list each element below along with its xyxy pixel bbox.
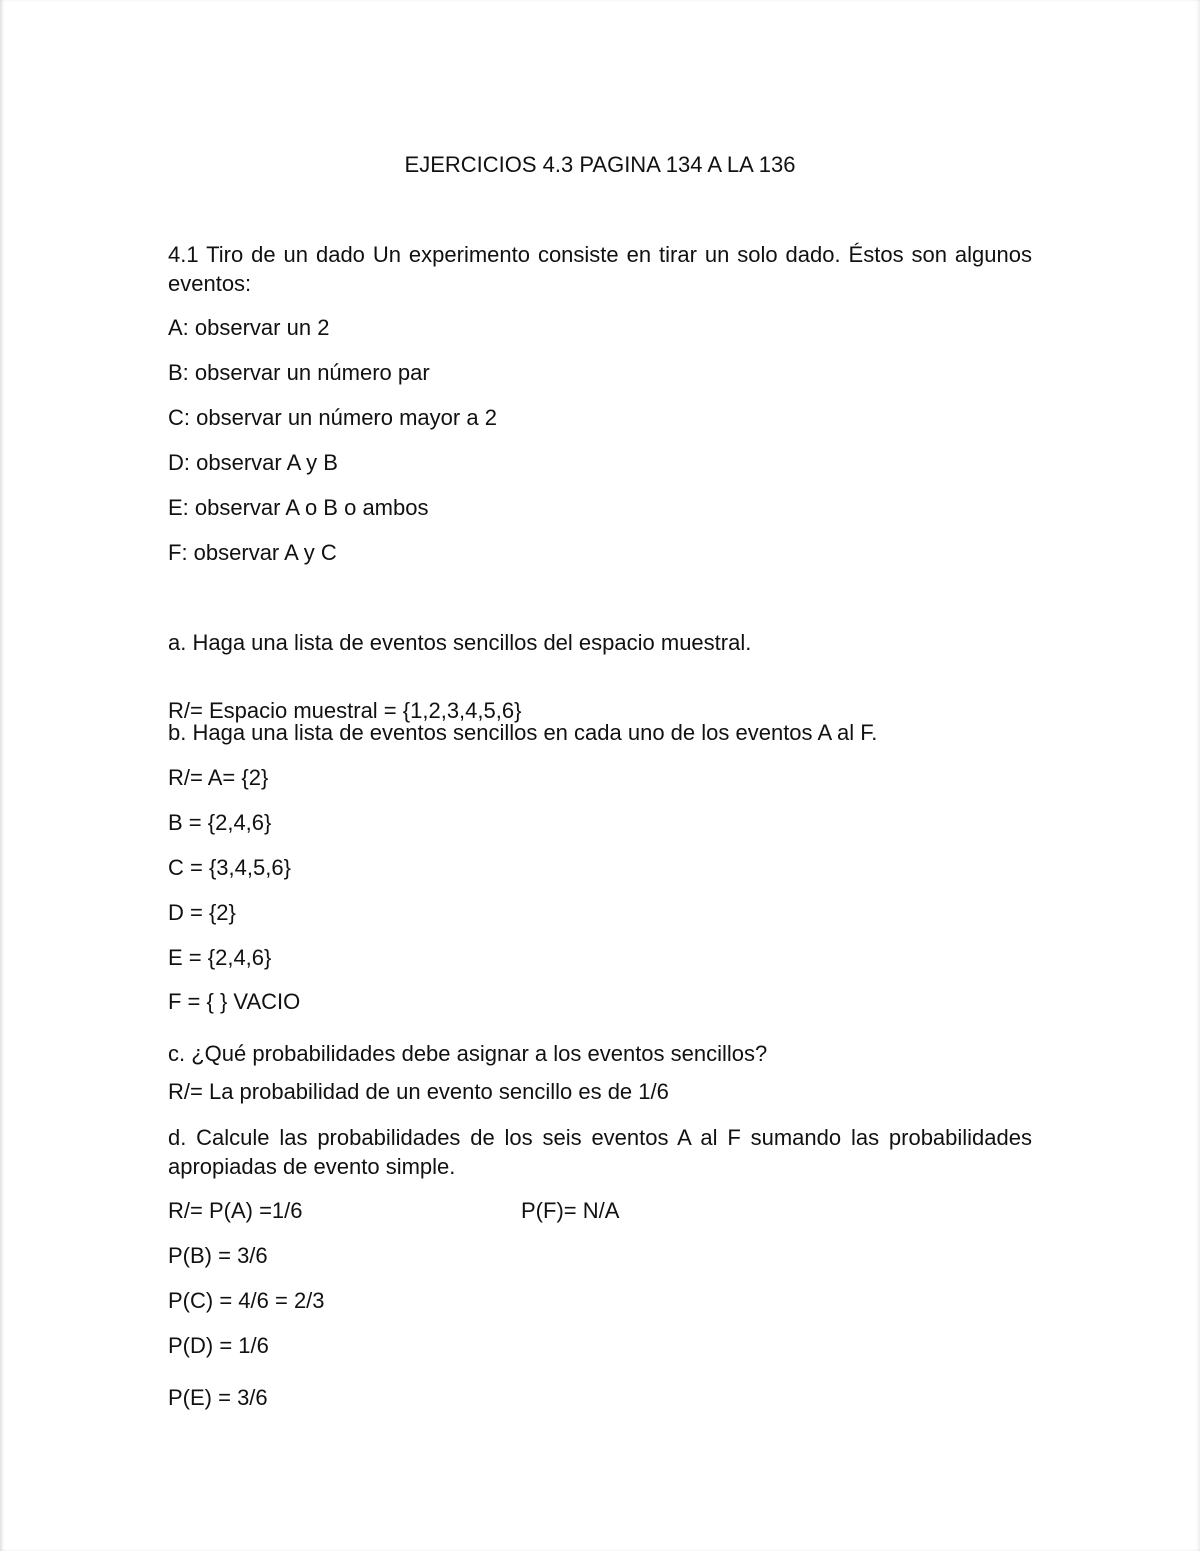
document-title: EJERCICIOS 4.3 PAGINA 134 A LA 136 xyxy=(404,152,796,177)
answer-b-d: D = {2} xyxy=(168,900,236,925)
answer-d-c: P(C) = 4/6 = 2/3 xyxy=(168,1288,325,1313)
question-a: a. Haga una lista de eventos sencillos del espacio muestral. xyxy=(168,630,752,655)
answer-b-e: E = {2,4,6} xyxy=(168,945,272,970)
answer-b-b: B = {2,4,6} xyxy=(168,810,272,835)
question-d: d. Calcule las probabilidades de los seis eventos A al F sumando las probabilidades apropiadas de evento simple. xyxy=(168,1125,1032,1179)
answer-d-e: P(E) = 3/6 xyxy=(168,1385,268,1410)
question-b: b. Haga una lista de eventos sencillos en cada uno de los eventos A al F. xyxy=(168,720,878,745)
event-d: D: observar A y B xyxy=(168,450,338,475)
answer-c: R/= La probabilidad de un evento sencillo es de 1/6 xyxy=(168,1079,669,1104)
answer-d-d: P(D) = 1/6 xyxy=(168,1333,269,1358)
event-f: F: observar A y C xyxy=(168,540,337,565)
event-c: C: observar un número mayor a 2 xyxy=(168,405,497,430)
question-c: c. ¿Qué probabilidades debe asignar a los eventos sencillos? xyxy=(168,1041,768,1066)
answer-b-a: R/= A= {2} xyxy=(168,765,269,790)
event-a: A: observar un 2 xyxy=(168,315,330,340)
event-b: B: observar un número par xyxy=(168,360,430,385)
answer-b-c: C = {3,4,5,6} xyxy=(168,855,291,880)
answer-d-b: P(B) = 3/6 xyxy=(168,1243,268,1268)
event-e: E: observar A o B o ambos xyxy=(168,495,429,520)
answer-d-a: R/= P(A) =1/6 xyxy=(168,1198,303,1223)
answer-d-f: P(F)= N/A xyxy=(521,1198,620,1223)
problem-intro: 4.1 Tiro de un dado Un experimento consiste en tirar un solo dado. Éstos son algunos eventos: xyxy=(168,242,1032,296)
answer-a: R/= Espacio muestral = {1,2,3,4,5,6} xyxy=(168,698,522,723)
answer-b-f: F = { } VACIO xyxy=(168,989,301,1014)
